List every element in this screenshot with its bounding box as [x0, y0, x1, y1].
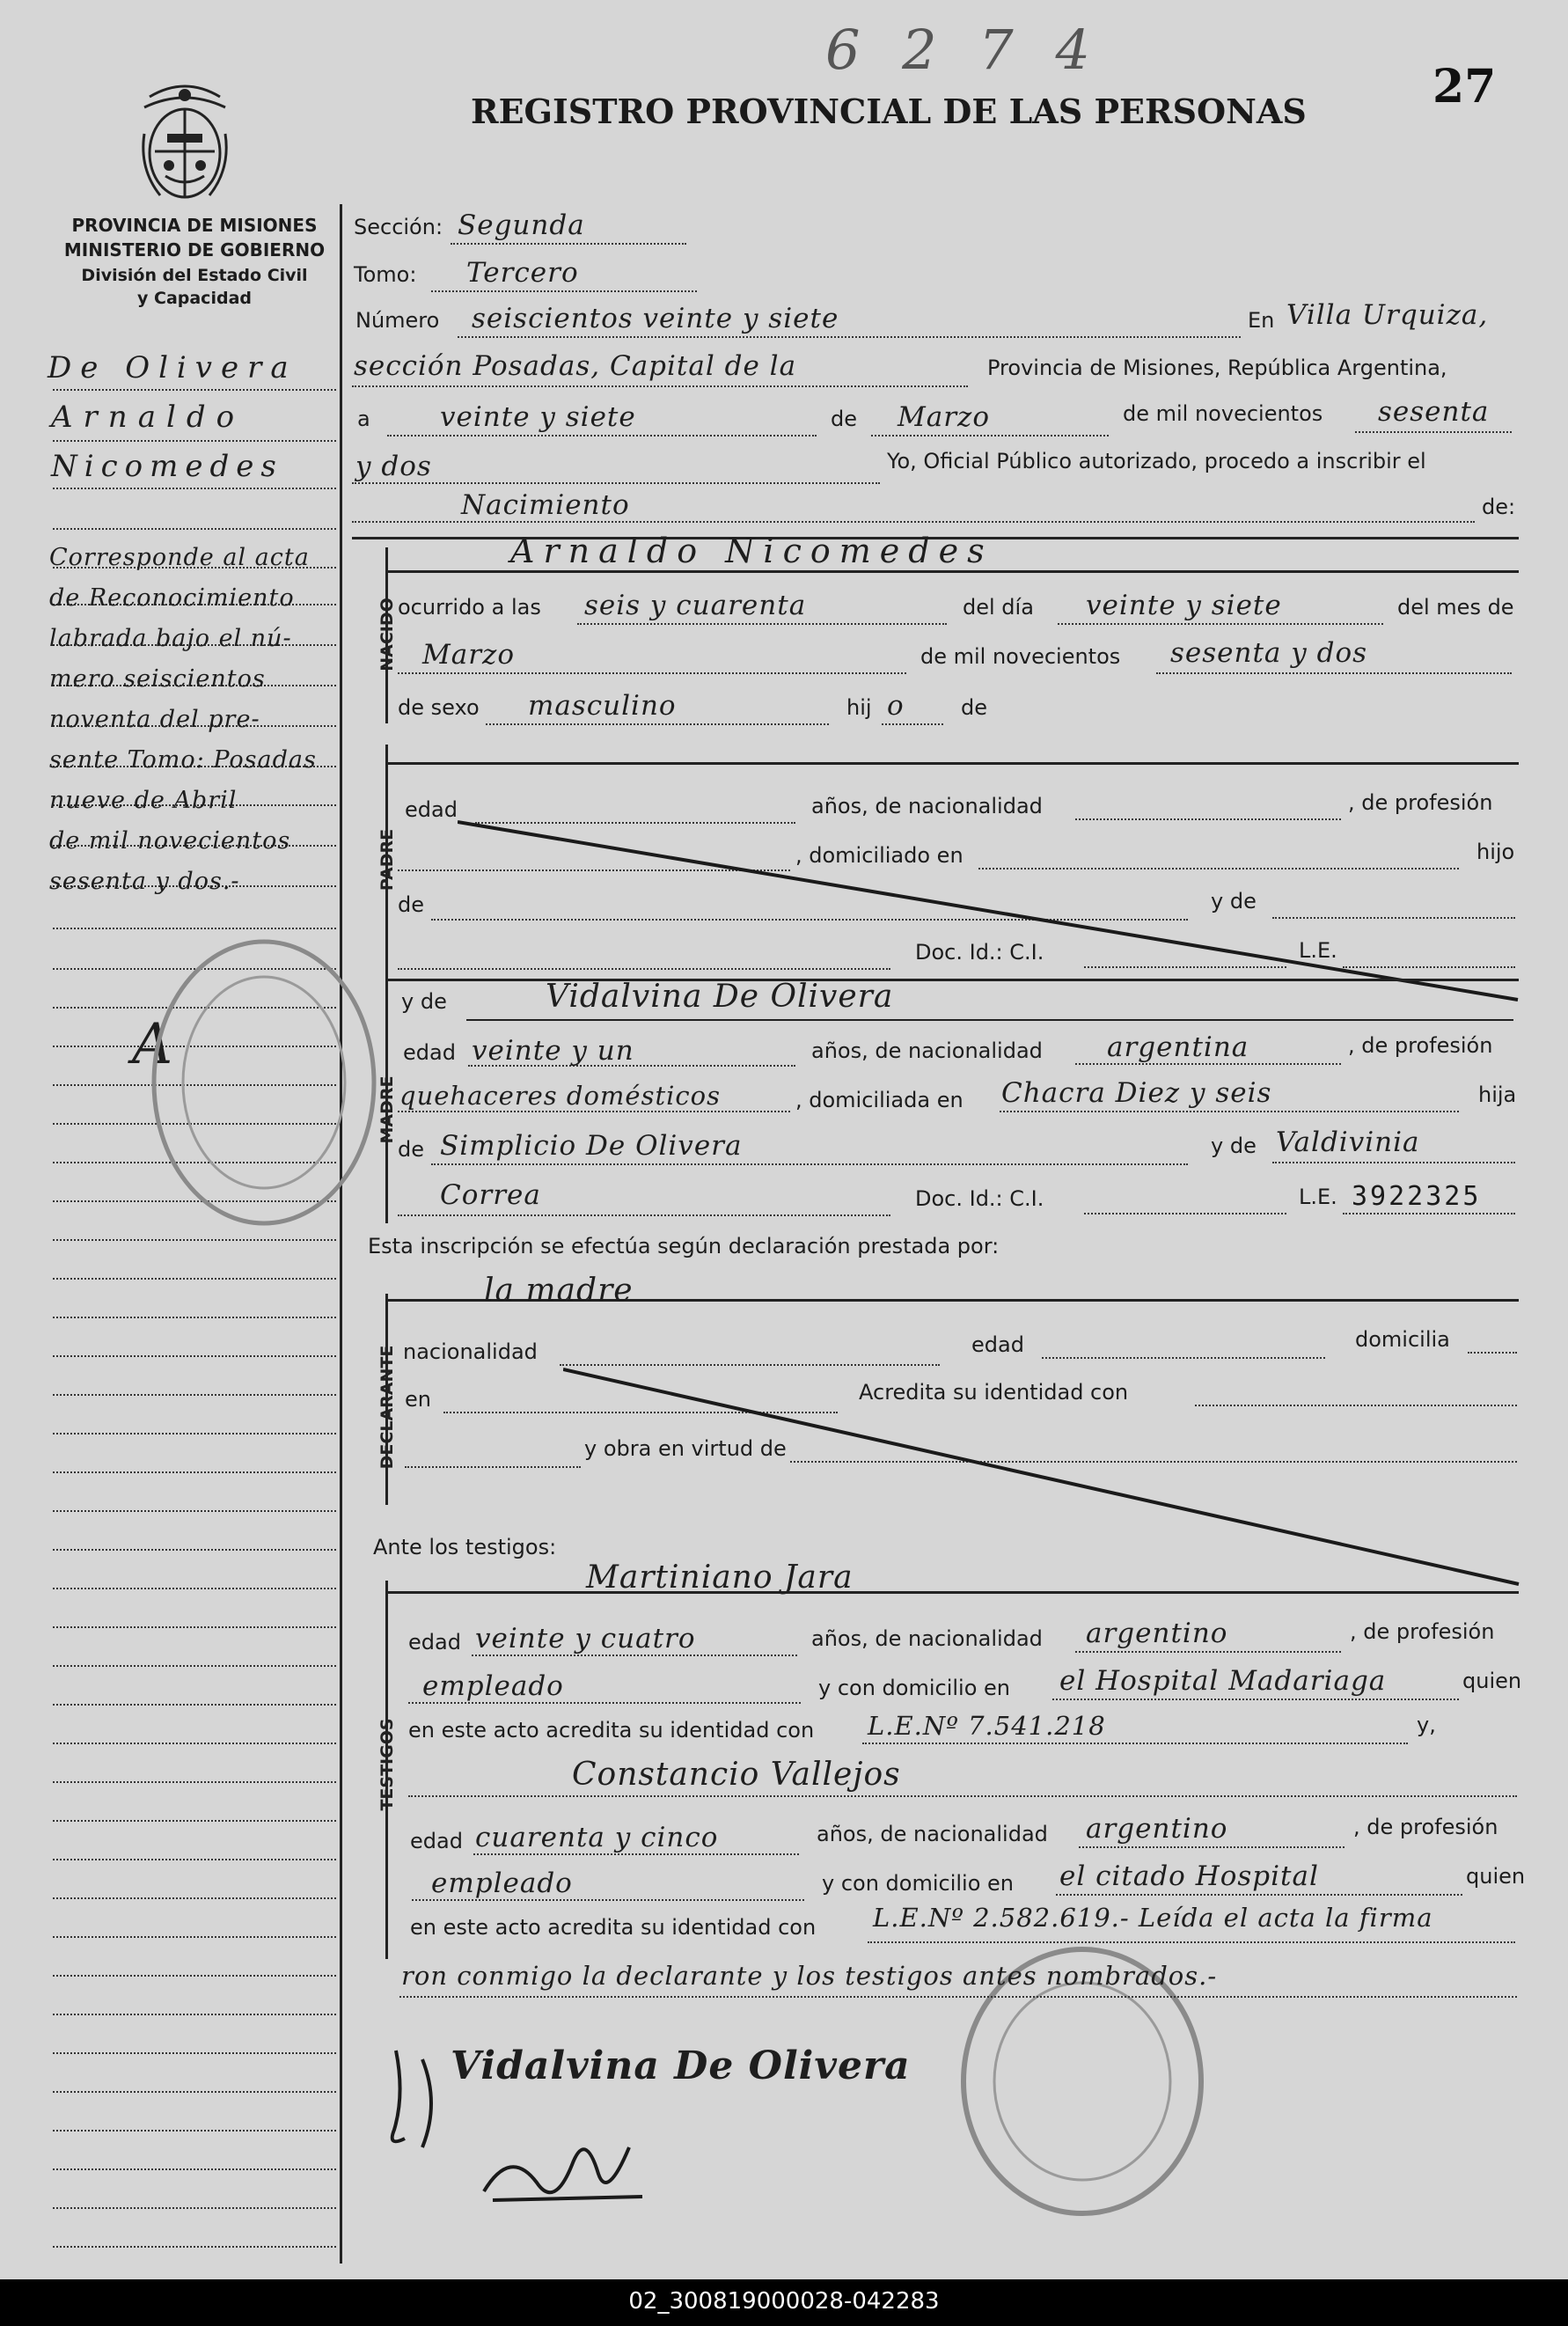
- margin-name-line-3: Nicomedes: [51, 449, 283, 484]
- testigo-2-profesion-value: empleado: [431, 1867, 573, 1899]
- numero-label: Número: [355, 308, 440, 333]
- declarante-acredita-label: Acredita su identidad con: [859, 1380, 1129, 1405]
- handwritten-record-number: 6 2 7 4: [825, 18, 1103, 82]
- de-colon-label: de:: [1482, 495, 1516, 519]
- madre-domicilio-value: Chacra Diez y seis: [1001, 1077, 1272, 1109]
- sexo-value: masculino: [528, 690, 677, 722]
- agency-line-1: PROVINCIA DE MISIONES: [71, 215, 318, 236]
- seccion-label: Sección:: [354, 215, 443, 239]
- coat-of-arms-icon: [134, 81, 236, 211]
- declarante-obra-label: y obra en virtud de: [584, 1436, 787, 1461]
- del-mes-label: del mes de: [1397, 595, 1514, 620]
- en-value: Villa Urquiza,: [1286, 299, 1489, 331]
- testigos-intro-label: Ante los testigos:: [373, 1535, 557, 1559]
- margin-note-line: noventa del pre-: [49, 706, 260, 733]
- margin-note-line: sente Tomo: Posadas: [49, 746, 317, 774]
- margin-name-line-1: De Olivera: [48, 350, 297, 385]
- madre-padre-value: Simplicio De Olivera: [440, 1130, 743, 1162]
- madre-le-label: L.E.: [1299, 1185, 1337, 1209]
- testigo-1-edad-label: edad: [408, 1630, 461, 1655]
- margin-note-line: sesenta y dos.-: [49, 868, 240, 895]
- testigo-1-profesion-value: empleado: [422, 1670, 564, 1702]
- dia-nacimiento-value: veinte y siete: [1086, 590, 1282, 621]
- testigo-2-domicilio-value: el citado Hospital: [1059, 1860, 1319, 1892]
- madre-name: Vidalvina De Olivera: [546, 979, 894, 1015]
- seccion-value: Segunda: [458, 209, 585, 241]
- testigo-1-domicilio-label: y con domicilio en: [818, 1676, 1011, 1700]
- signature-flourish: [370, 2033, 475, 2156]
- footer-bar: [0, 2279, 1568, 2326]
- mes-nacimiento-value: Marzo: [422, 639, 516, 671]
- margin-note-line: Corresponde al acta: [49, 544, 310, 571]
- madre-nacionalidad-value: argentina: [1107, 1031, 1249, 1063]
- testigo-2-domicilio-label: y con domicilio en: [822, 1871, 1015, 1896]
- tomo-value: Tercero: [466, 257, 579, 289]
- agency-block: [53, 215, 336, 308]
- agency-line-4: y Capacidad: [137, 289, 252, 308]
- testigo-2-quien-label: quien: [1466, 1864, 1526, 1889]
- testigo-2-profesion-label: , de profesión: [1353, 1815, 1498, 1839]
- padre-doc-label: Doc. Id.: C.I.: [915, 940, 1044, 965]
- a-label: a: [357, 407, 370, 431]
- footer-label: 02_300819000028-042283: [628, 2288, 940, 2315]
- testigo-2-anios-label: años, de nacionalidad: [817, 1822, 1048, 1846]
- margin-name-line-2: Arnaldo: [51, 400, 245, 435]
- testigo-1-quien-label: quien: [1462, 1669, 1522, 1693]
- madre-edad-value: veinte y un: [472, 1035, 634, 1067]
- madre-y-de2-label: y de: [1211, 1134, 1257, 1158]
- de-padres-label: de: [961, 695, 987, 720]
- anio-nacimiento-value: sesenta y dos: [1170, 637, 1368, 669]
- testigo-1-acredita-label: en este acto acredita su identidad con: [408, 1718, 815, 1743]
- section-label-nacido: NACIDO: [377, 598, 397, 671]
- testigo-1-profesion-label: , de profesión: [1350, 1619, 1495, 1644]
- madre-le-value: 3922325: [1352, 1181, 1482, 1212]
- anio-value-2: y dos: [355, 451, 432, 482]
- margin-note: [49, 544, 317, 908]
- margin-note-line: nueve de Abril: [49, 787, 238, 814]
- testigo-2-name: Constancio Vallejos: [572, 1757, 901, 1793]
- mes-value: Marzo: [898, 401, 991, 433]
- declarante-en-label: en: [405, 1387, 431, 1412]
- testigo-1-edad-value: veinte y cuatro: [475, 1623, 696, 1655]
- section-label-testigos: TESTIGOS: [377, 1718, 397, 1811]
- mil-novecientos-label: de mil novecientos: [1123, 401, 1323, 426]
- signature-official: [475, 2112, 651, 2209]
- testigo-2-acredita-label: en este acto acredita su identidad con: [410, 1915, 817, 1940]
- signature-declarante: Vidalvina De Olivera: [451, 2044, 911, 2088]
- oficial-publico-label: Yo, Oficial Público autorizado, procedo a inscribir el: [887, 449, 1426, 473]
- section-label-padre: PADRE: [377, 828, 397, 892]
- testigo-2-edad-label: edad: [410, 1829, 463, 1853]
- testigo-1-nacionalidad-value: argentino: [1086, 1618, 1228, 1649]
- hora-value: seis y cuarenta: [584, 590, 807, 621]
- padre-y-de-label: y de: [1211, 889, 1257, 914]
- margin-note-line: de mil novecientos: [49, 827, 291, 855]
- anio-value-1: sesenta: [1378, 396, 1490, 428]
- madre-doc-label: Doc. Id.: C.I.: [915, 1186, 1044, 1211]
- padre-profesion-label: , de profesión: [1348, 790, 1493, 815]
- madre-anios-label: años, de nacionalidad: [811, 1038, 1043, 1063]
- sexo-label: de sexo: [398, 695, 480, 720]
- declarante-edad-label: edad: [971, 1332, 1024, 1357]
- madre-de-label: de: [398, 1137, 424, 1162]
- padre-le-label: L.E.: [1299, 938, 1337, 963]
- tomo-label: Tomo:: [354, 262, 417, 287]
- padre-de-label: de: [398, 892, 424, 917]
- padre-hijo-label: hijo: [1476, 840, 1515, 864]
- hijo-label: hij: [846, 695, 872, 720]
- padre-anios-label: años, de nacionalidad: [811, 794, 1043, 818]
- closing-line: ron conmigo la declarante y los testigos antes nombrados.-: [401, 1961, 1218, 1991]
- testigo-y-label: y,: [1417, 1713, 1436, 1737]
- testigo-1-domicilio-value: el Hospital Madariaga: [1059, 1665, 1387, 1697]
- declarante-domicilia-label: domicilia: [1355, 1327, 1450, 1352]
- del-dia-label: del día: [963, 595, 1034, 620]
- testigo-2-doc-value: L.E.Nº 2.582.619.- Leída el acta la firma: [873, 1903, 1433, 1933]
- madre-madre-value-1: Valdivinia: [1276, 1126, 1420, 1158]
- declarante-strike-line: [563, 1366, 1522, 1588]
- padre-edad-label: edad: [405, 797, 458, 822]
- margin-note-line: labrada bajo el nú-: [49, 625, 292, 652]
- declarante-nacionalidad-label: nacionalidad: [403, 1339, 538, 1364]
- acto-value: Nacimiento: [461, 489, 630, 521]
- seccion-capital-value: sección Posadas, Capital de la: [354, 350, 797, 382]
- dia-value: veinte y siete: [440, 401, 636, 433]
- madre-madre-value-2: Correa: [440, 1179, 541, 1211]
- testigo-2-nacionalidad-value: argentino: [1086, 1813, 1228, 1845]
- page-number: 27: [1432, 60, 1497, 114]
- margin-note-line: mero seiscientos: [49, 665, 266, 693]
- madre-profesion-label: , de profesión: [1348, 1033, 1493, 1058]
- mil-novecientos-nacido-label: de mil novecientos: [920, 644, 1121, 669]
- page-title: REGISTRO PROVINCIAL DE LAS PERSONAS: [471, 92, 1307, 131]
- numero-value: seiscientos veinte y siete: [472, 303, 839, 334]
- padre-domiciliado-label: , domiciliado en: [795, 843, 964, 868]
- madre-hija-label: hija: [1478, 1082, 1517, 1107]
- madre-domiciliada-label: , domiciliada en: [795, 1088, 964, 1112]
- madre-edad-label: edad: [403, 1040, 456, 1065]
- testigo-1-name: Martiniano Jara: [586, 1559, 854, 1596]
- provincia-label: Provincia de Misiones, República Argentina,: [987, 356, 1447, 380]
- testigo-1-anios-label: años, de nacionalidad: [811, 1626, 1043, 1651]
- margin-signature: A: [132, 1012, 174, 1077]
- declarante-value: la madre: [484, 1273, 634, 1309]
- margin-note-line: de Reconocimiento: [49, 584, 295, 612]
- declaracion-intro-label: Esta inscripción se efectúa según declaración prestada por:: [368, 1234, 1000, 1258]
- ocurrido-label: ocurrido a las: [398, 595, 541, 620]
- madre-y-de-label: y de: [401, 989, 447, 1014]
- testigo-1-doc-value: L.E.Nº 7.541.218: [868, 1711, 1106, 1741]
- de-label: de: [831, 407, 857, 431]
- agency-line-3: División del Estado Civil: [81, 266, 308, 285]
- hijo-suffix: o: [887, 690, 905, 722]
- agency-line-2: MINISTERIO DE GOBIERNO: [63, 239, 326, 260]
- padre-strike-line: [458, 818, 1522, 1003]
- official-seal-stamp: [141, 924, 387, 1241]
- section-label-madre: MADRE: [377, 1075, 397, 1144]
- nacido-name: Arnaldo Nicomedes: [510, 532, 993, 570]
- madre-profesion-value: quehaceres domésticos: [399, 1081, 721, 1111]
- en-label: En: [1248, 308, 1275, 333]
- testigo-2-edad-value: cuarenta y cinco: [475, 1822, 719, 1853]
- section-label-declarante: DECLARANTE: [377, 1345, 397, 1470]
